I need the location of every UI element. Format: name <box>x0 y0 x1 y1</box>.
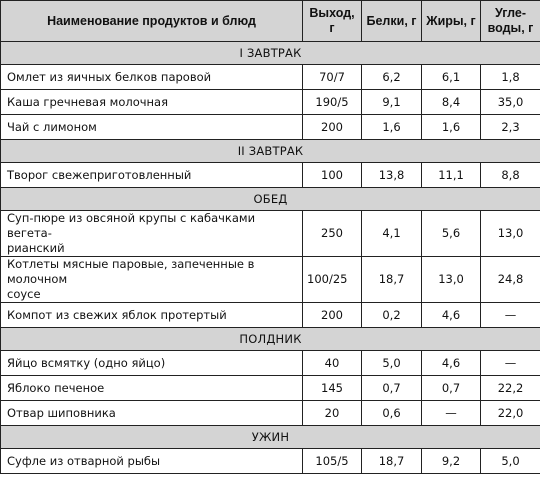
fat-cell: — <box>422 401 481 426</box>
carbs-cell: 24,8 <box>481 257 540 303</box>
yield-cell: 70/7 <box>303 65 362 90</box>
column-header-fat: Жиры, г <box>422 1 481 42</box>
dish-name: Суфле из отварной рыбы <box>1 449 303 474</box>
dish-name: Каша гречневая молочная <box>1 90 303 115</box>
protein-cell: 5,0 <box>362 351 422 376</box>
fat-cell: 13,0 <box>422 257 481 303</box>
table-row <box>1 90 540 115</box>
fat-cell: 1,6 <box>422 115 481 140</box>
yield-cell: 190/5 <box>303 90 362 115</box>
yield-cell: 100/25 <box>303 257 362 303</box>
dish-name: Омлет из яичных белков паровой <box>1 65 303 90</box>
dish-name: Яйцо всмятку (одно яйцо) <box>1 351 303 376</box>
fat-cell: 11,1 <box>422 163 481 188</box>
protein-cell: 0,2 <box>362 303 422 328</box>
fat-cell: 6,1 <box>422 65 481 90</box>
table-row <box>1 401 540 426</box>
yield-cell: 200 <box>303 303 362 328</box>
table-header-row <box>1 1 540 42</box>
dish-name: Чай с лимоном <box>1 115 303 140</box>
section-title: II ЗАВТРАК <box>1 140 540 163</box>
yield-cell: 250 <box>303 211 362 257</box>
section-row <box>1 328 540 351</box>
dish-name: Творог свежеприготовленный <box>1 163 303 188</box>
carbs-cell: 22,0 <box>481 401 540 426</box>
carbs-cell: 13,0 <box>481 211 540 257</box>
protein-cell: 1,6 <box>362 115 422 140</box>
dish-name: Котлеты мясные паровые, запеченные в молочном соусе <box>1 257 303 303</box>
yield-cell: 40 <box>303 351 362 376</box>
section-row <box>1 188 540 211</box>
dish-name: Компот из свежих яблок протертый <box>1 303 303 328</box>
table-row <box>1 115 540 140</box>
protein-cell: 9,1 <box>362 90 422 115</box>
carbs-cell: 22,2 <box>481 376 540 401</box>
table-row <box>1 257 540 303</box>
yield-cell: 100 <box>303 163 362 188</box>
carbs-cell: — <box>481 303 540 328</box>
protein-cell: 18,7 <box>362 257 422 303</box>
protein-cell: 6,2 <box>362 65 422 90</box>
protein-cell: 4,1 <box>362 211 422 257</box>
protein-cell: 0,7 <box>362 376 422 401</box>
yield-cell: 20 <box>303 401 362 426</box>
yield-cell: 105/5 <box>303 449 362 474</box>
section-title: ОБЕД <box>1 188 540 211</box>
protein-cell: 13,8 <box>362 163 422 188</box>
table-row <box>1 376 540 401</box>
carbs-cell: 8,8 <box>481 163 540 188</box>
column-header-protein: Белки, г <box>362 1 422 42</box>
carbs-cell: — <box>481 351 540 376</box>
table-row <box>1 449 540 474</box>
carbs-cell: 1,8 <box>481 65 540 90</box>
table-row <box>1 163 540 188</box>
section-row <box>1 426 540 449</box>
table-row <box>1 303 540 328</box>
table-row <box>1 211 540 257</box>
dish-name: Отвар шиповника <box>1 401 303 426</box>
yield-cell: 200 <box>303 115 362 140</box>
fat-cell: 8,4 <box>422 90 481 115</box>
fat-cell: 9,2 <box>422 449 481 474</box>
section-title: ПОЛДНИК <box>1 328 540 351</box>
carbs-cell: 5,0 <box>481 449 540 474</box>
table-row <box>1 65 540 90</box>
table-row <box>1 351 540 376</box>
protein-cell: 18,7 <box>362 449 422 474</box>
dish-name: Суп-пюре из овсяной крупы с кабачками вегета- рианский <box>1 211 303 257</box>
protein-cell: 0,6 <box>362 401 422 426</box>
fat-cell: 4,6 <box>422 303 481 328</box>
fat-cell: 4,6 <box>422 351 481 376</box>
column-header-carbs: Угле-воды, г <box>481 1 540 42</box>
section-row <box>1 42 540 65</box>
fat-cell: 5,6 <box>422 211 481 257</box>
column-header-name: Наименование продуктов и блюд <box>1 1 303 42</box>
section-title: I ЗАВТРАК <box>1 42 540 65</box>
column-header-yield: Выход, г <box>303 1 362 42</box>
carbs-cell: 2,3 <box>481 115 540 140</box>
section-title: УЖИН <box>1 426 540 449</box>
dish-name: Яблоко печеное <box>1 376 303 401</box>
carbs-cell: 35,0 <box>481 90 540 115</box>
section-row <box>1 140 540 163</box>
yield-cell: 145 <box>303 376 362 401</box>
fat-cell: 0,7 <box>422 376 481 401</box>
